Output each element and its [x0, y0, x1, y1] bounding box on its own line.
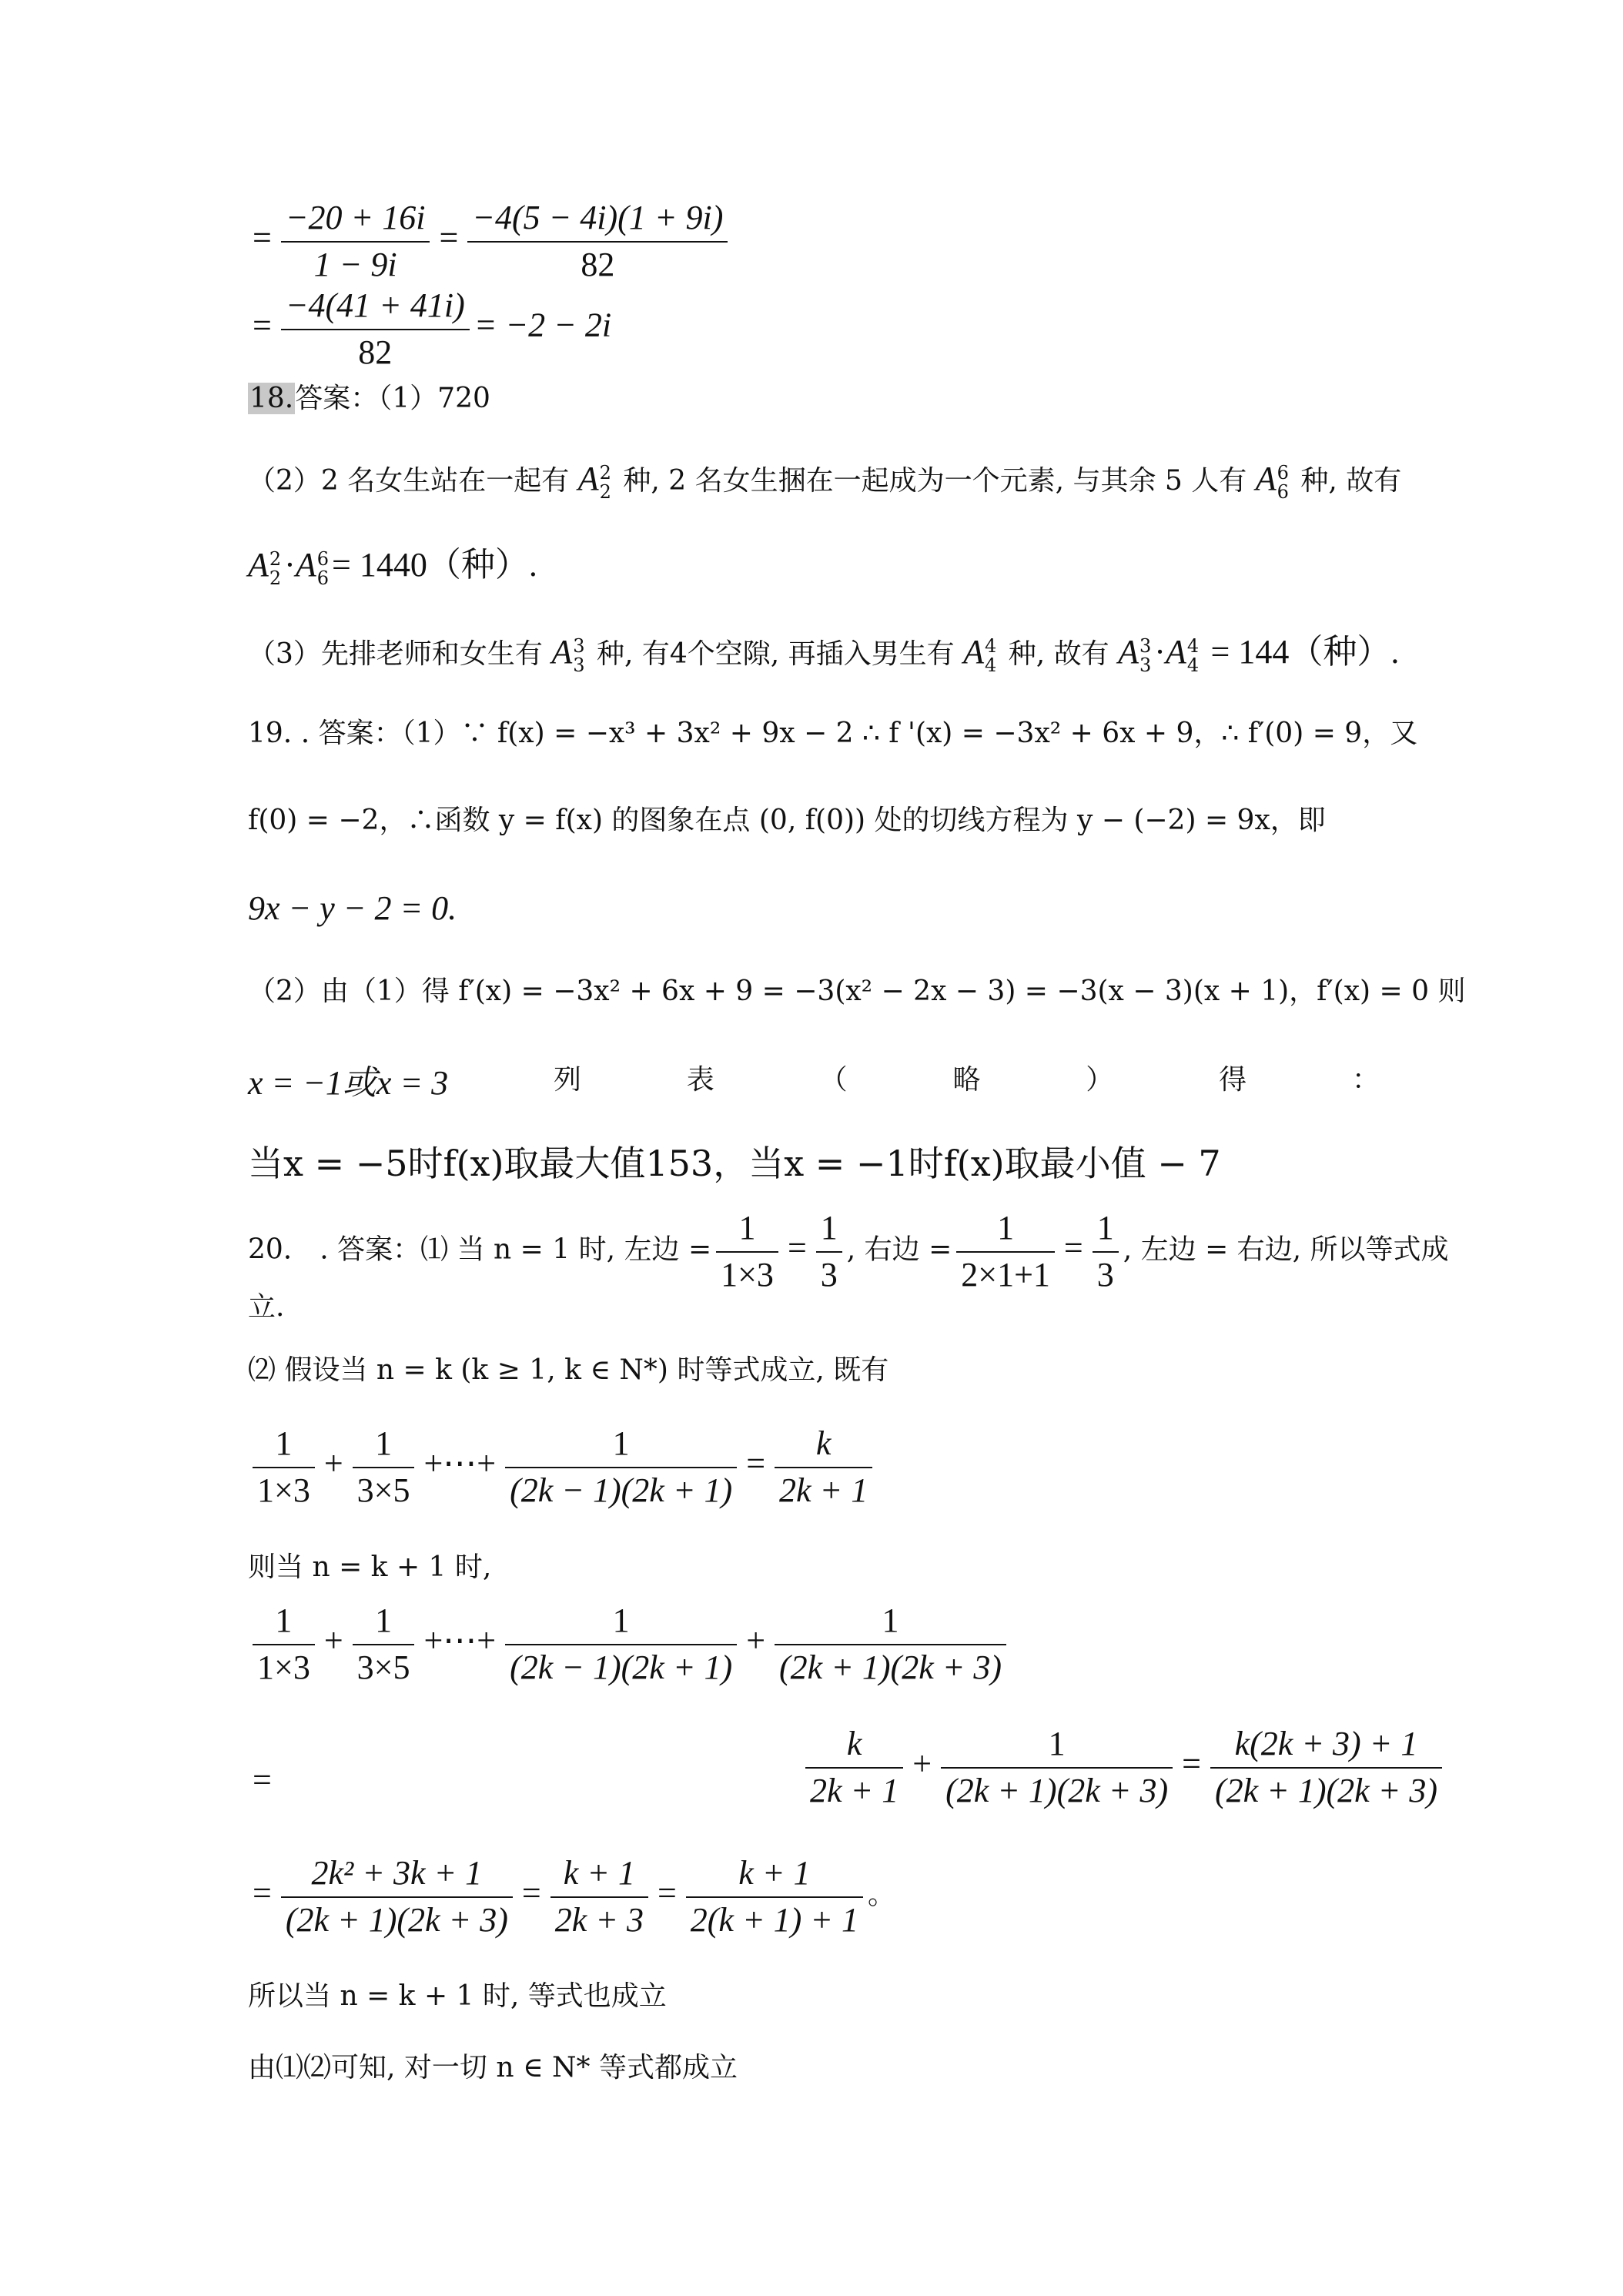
perm-symbol: A — [577, 460, 599, 497]
q19-line6: 当x = −5时f(x)取最大值153，当x = −1时f(x)取最小值 − 7 — [248, 1143, 1221, 1184]
q18-head — [248, 385, 490, 413]
equals-sign: = — [253, 218, 272, 256]
perm-index: 2 2 — [599, 461, 611, 503]
fraction: $\frac{-4(41 + 41i)}{82}$ — [281, 286, 470, 372]
q20-line2: ⑵ 假设当 n = k (k ≥ 1, k ∈ N*) 时等式成立, 既有 — [248, 1354, 889, 1386]
q19-line4: （2）由（1）得 f′(x) = −3x² + 6x + 9 = −3(x² − 2x − 3) = −3(x − 3)(x + 1)，f′(x) = 0 则 — [248, 976, 1466, 1007]
q20-line1-wrap: 立. — [248, 1291, 285, 1323]
q19-line3: 9x − y − 2 = 0. — [248, 889, 457, 927]
eq17-line1 — [248, 199, 732, 284]
q20-eq2: $\frac{1}{1\times 3}$ + $\frac{1}{3\times 5}$ +⋯+ $\frac{1}{(2k - 1)(2k + 1)}$ + $\frac{1}{(2k + 1)(2k + 3)}$ — [248, 1602, 1011, 1687]
q19-line1: 19. . 答案：（1）∵ f(x) = −x³ + 3x² + 9x − 2 ∴ f '(x) = −3x² + 6x + 9，∴ f′(0) = 9，又 — [248, 718, 1418, 749]
result: = −2 − 2i — [474, 306, 612, 344]
q19-line2: f(0) = −2，∴函数 y = f(x) 的图象在点 (0, f(0)) 处的切线方程为 y − (−2) = 9x，即 — [248, 805, 1326, 836]
equals-sign: = — [253, 306, 272, 344]
q20-line4: 所以当 n = k + 1 时, 等式也成立 — [248, 1980, 667, 2012]
q20-line1: 20. . 答案：⑴ 当 n = 1 时, 左边 = $\frac{1}{1\times 3}$ = $\frac{1}{3}$ , 右边 = $\frac{1}{2\times 1+1}$ = $\frac{1}{3}$ , 左边 = 右边, 所以等式成 — [248, 1209, 1449, 1294]
eq17-line2 — [248, 286, 611, 372]
spread-row: x = −1或x = 3 列 表 （ 略 ） 得 ： — [248, 1064, 1380, 1102]
perm-symbol: A — [1255, 460, 1277, 497]
question-number: 18. — [249, 383, 294, 414]
q20-line3: 则当 n = k + 1 时, — [248, 1551, 492, 1583]
equals-sign: = — [439, 218, 459, 256]
fraction: $\frac{-4(5 - 4i)(1 + 9i)}{82}$ — [467, 199, 728, 284]
q20-eq3-equals: = — [253, 1761, 272, 1799]
perm-index: 6 6 — [1277, 461, 1289, 503]
q20-eq4: = $\frac{\text{2k² + 3k + 1}}{(2k + 1)(2k + 3)}$ = $\frac{k + 1}{2k + 3}$ = $\frac{k + 1}{2(k + 1) + 1}$ 。 — [253, 1854, 896, 1939]
q20-eq3: $\frac{k}{2k + 1}$ + $\frac{1}{(2k + 1)(2k + 3)}$ = $\frac{k(2k + 3) + 1}{(2k + 1)(2k + 3)}$ — [801, 1725, 1447, 1810]
q19-line5 — [248, 1066, 1380, 1100]
fraction: $\frac{-20 + 16i}{1 - 9i}$ — [281, 199, 430, 284]
q18-part2-result: A 2 2 ·A 6 6 = 1440（种）. — [248, 546, 537, 589]
q20-eq1: $\frac{1}{1\times 3}$ + $\frac{1}{3\times 5}$ +⋯+ $\frac{1}{(2k - 1)(2k + 1)}$ = $\frac{k}{2k + 1}$ — [248, 1424, 877, 1510]
q20-line5: 由⑴⑵可知, 对一切 n ∈ N* 等式都成立 — [248, 2052, 738, 2083]
q18-part2: （2）2 名女生站在一起有 A 2 2 种, 2 名女生捆在一起成为一个元素, 与其余 5 人有 A 6 6 种, 故有 — [248, 460, 1402, 503]
answer-head: 答案：（1）720 — [295, 383, 490, 414]
q18-part3: （3）先排老师和女生有 A 3 3 种, 有4个空隙, 再插入男生有 A 4 4 种, 故有 A 3 3 ·A 4 4 = 144（种）. — [248, 633, 1400, 676]
